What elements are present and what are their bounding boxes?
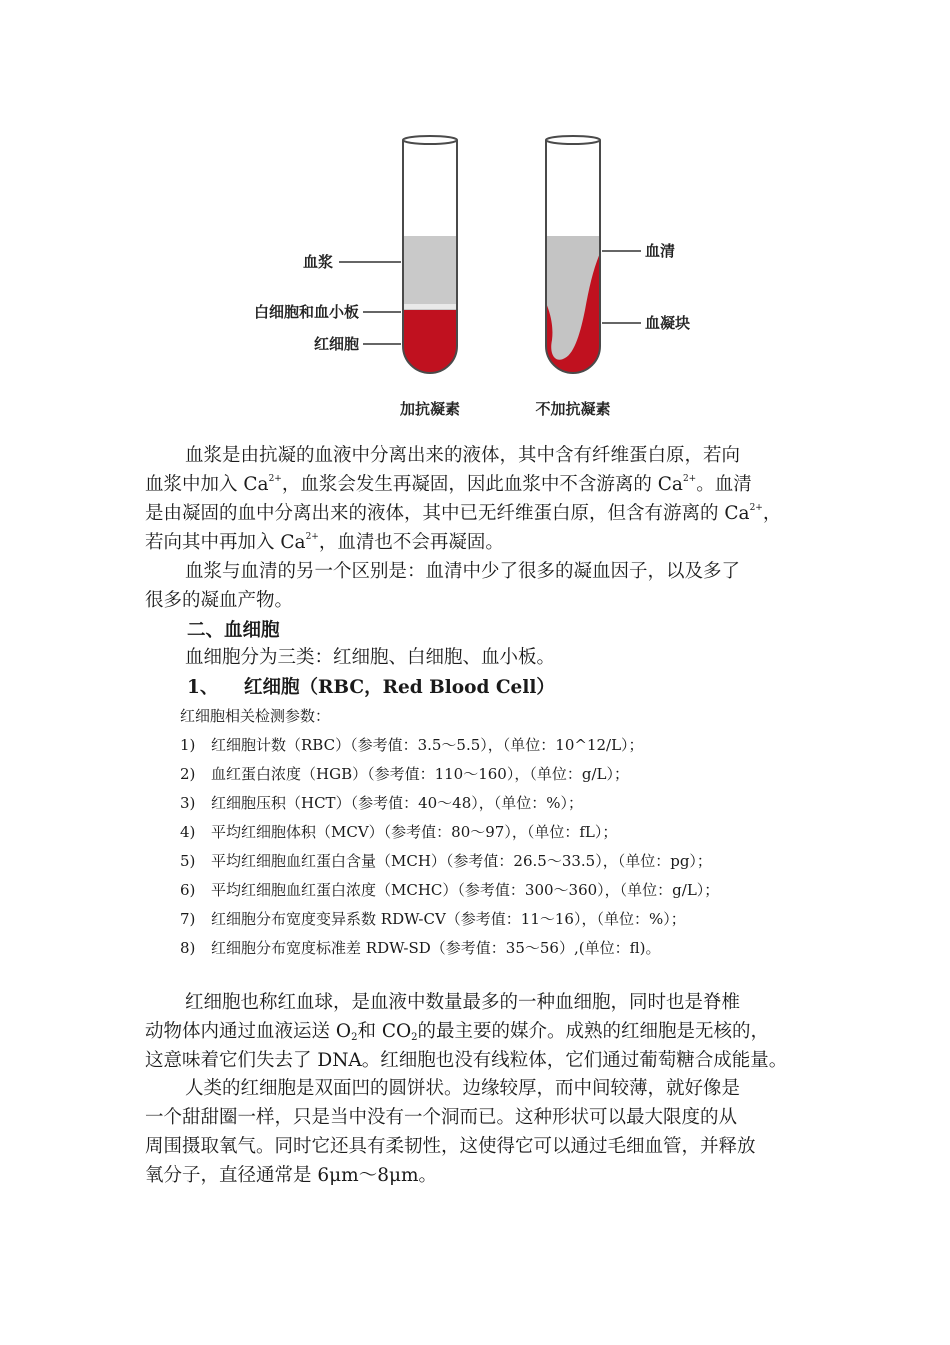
text-line: 血浆中加入 $Ca^{2+}$，血浆会发生再凝固，因此血浆中不含游离的 $Ca^{2+}$。血清 bbox=[145, 474, 752, 495]
label-rbc: 红细胞 bbox=[313, 335, 359, 353]
subheading-number: 1、 bbox=[187, 677, 219, 698]
rbc-layer bbox=[403, 310, 457, 373]
tube-with-anticoagulant bbox=[403, 136, 457, 373]
paragraph-plasma-serum-difference bbox=[145, 557, 810, 615]
label-with-anticoagulant: 加抗凝素 bbox=[399, 400, 461, 418]
label-serum: 血清 bbox=[645, 242, 676, 260]
text-line: 红细胞也称红血球，是血液中数量最多的一种血细胞，同时也是脊椎 bbox=[185, 992, 741, 1013]
label-plasma: 血浆 bbox=[302, 253, 333, 271]
label-wbc-platelets: 白细胞和血小板 bbox=[253, 303, 359, 321]
text-line: 若向其中再加入 $Ca^{2+}$，血清也不会再凝固。 bbox=[145, 532, 504, 553]
paragraph-rbc-shape bbox=[145, 1074, 810, 1190]
list-item: 5) 平均红细胞血红蛋白含量（MCH）（参考值：26.5～33.5），（单位：pg）； bbox=[180, 852, 712, 870]
text-line: 血浆与血清的另一个区别是：血清中少了很多的凝血因子，以及多了 bbox=[185, 561, 741, 582]
text-line: 是由凝固的血中分离出来的液体，其中已无纤维蛋白原，但含有游离的 $Ca^{2+}$， bbox=[145, 503, 782, 524]
plasma-layer bbox=[403, 236, 457, 311]
list-item: 6) 平均红细胞血红蛋白浓度（MCHC）（参考值：300～360），（单位：g/L）； bbox=[180, 881, 720, 899]
list-item: 2) 血红蛋白浓度（HGB）（参考值：110～160），（单位：g/L）； bbox=[180, 765, 629, 783]
text-line: 这意味着它们失去了 DNA。红细胞也没有线粒体，它们通过葡萄糖合成能量。 bbox=[145, 1050, 788, 1071]
section-intro: 血细胞分为三类：红细胞、白细胞、血小板。 bbox=[185, 647, 556, 668]
params-intro: 红细胞相关检测参数： bbox=[180, 707, 331, 725]
paragraph-plasma bbox=[145, 441, 810, 557]
subheading-title: 红细胞（RBC，Red Blood Cell） bbox=[244, 677, 555, 698]
text-line: 很多的凝血产物。 bbox=[145, 590, 294, 611]
text-line: 动物体内通过血液运送 $O_2$和 $CO_2$的最主要的媒介。成熟的红细胞是无核的， bbox=[145, 1021, 770, 1043]
list-item: 1) 红细胞计数（RBC）（参考值：3.5～5.5），（单位：10^12/L）； bbox=[180, 736, 644, 754]
label-without-anticoagulant: 不加抗凝素 bbox=[535, 400, 611, 418]
test-tube-figure bbox=[245, 118, 725, 428]
tube-without-anticoagulant bbox=[546, 136, 600, 373]
rbc-parameter-list bbox=[180, 702, 820, 963]
paragraph-rbc-description bbox=[145, 988, 810, 1075]
label-clot: 血凝块 bbox=[645, 314, 691, 332]
list-item: 4) 平均红细胞体积（MCV）（参考值：80～97），（单位：fL）； bbox=[180, 823, 618, 841]
list-item: 7) 红细胞分布宽度变异系数 RDW-CV（参考值：11～16），（单位：%）； bbox=[180, 910, 686, 928]
text-line: 人类的红细胞是双面凹的圆饼状。边缘较厚，而中间较薄，就好像是 bbox=[185, 1078, 741, 1099]
buffy-coat-layer bbox=[403, 304, 457, 309]
text-line: 周围摄取氧气。同时它还具有柔韧性，这使得它可以通过毛细血管，并释放 bbox=[145, 1136, 756, 1157]
text-line: 氧分子，直径通常是 6μm～8μm。 bbox=[145, 1165, 438, 1186]
test-tube-diagram bbox=[245, 118, 725, 428]
subheading-rbc bbox=[187, 673, 555, 699]
text-line: 一个甜甜圈一样，只是当中没有一个洞而已。这种形状可以最大限度的从 bbox=[145, 1107, 738, 1128]
text-line: 血浆是由抗凝的血液中分离出来的液体，其中含有纤维蛋白原，若向 bbox=[185, 445, 741, 466]
section-heading: 二、血细胞 bbox=[187, 620, 280, 641]
list-item: 3) 红细胞压积（HCT）（参考值：40～48），（单位：%）； bbox=[180, 794, 583, 812]
list-item: 8) 红细胞分布宽度标准差 RDW-SD（参考值：35～56）,(单位：fl)。 bbox=[180, 939, 661, 957]
